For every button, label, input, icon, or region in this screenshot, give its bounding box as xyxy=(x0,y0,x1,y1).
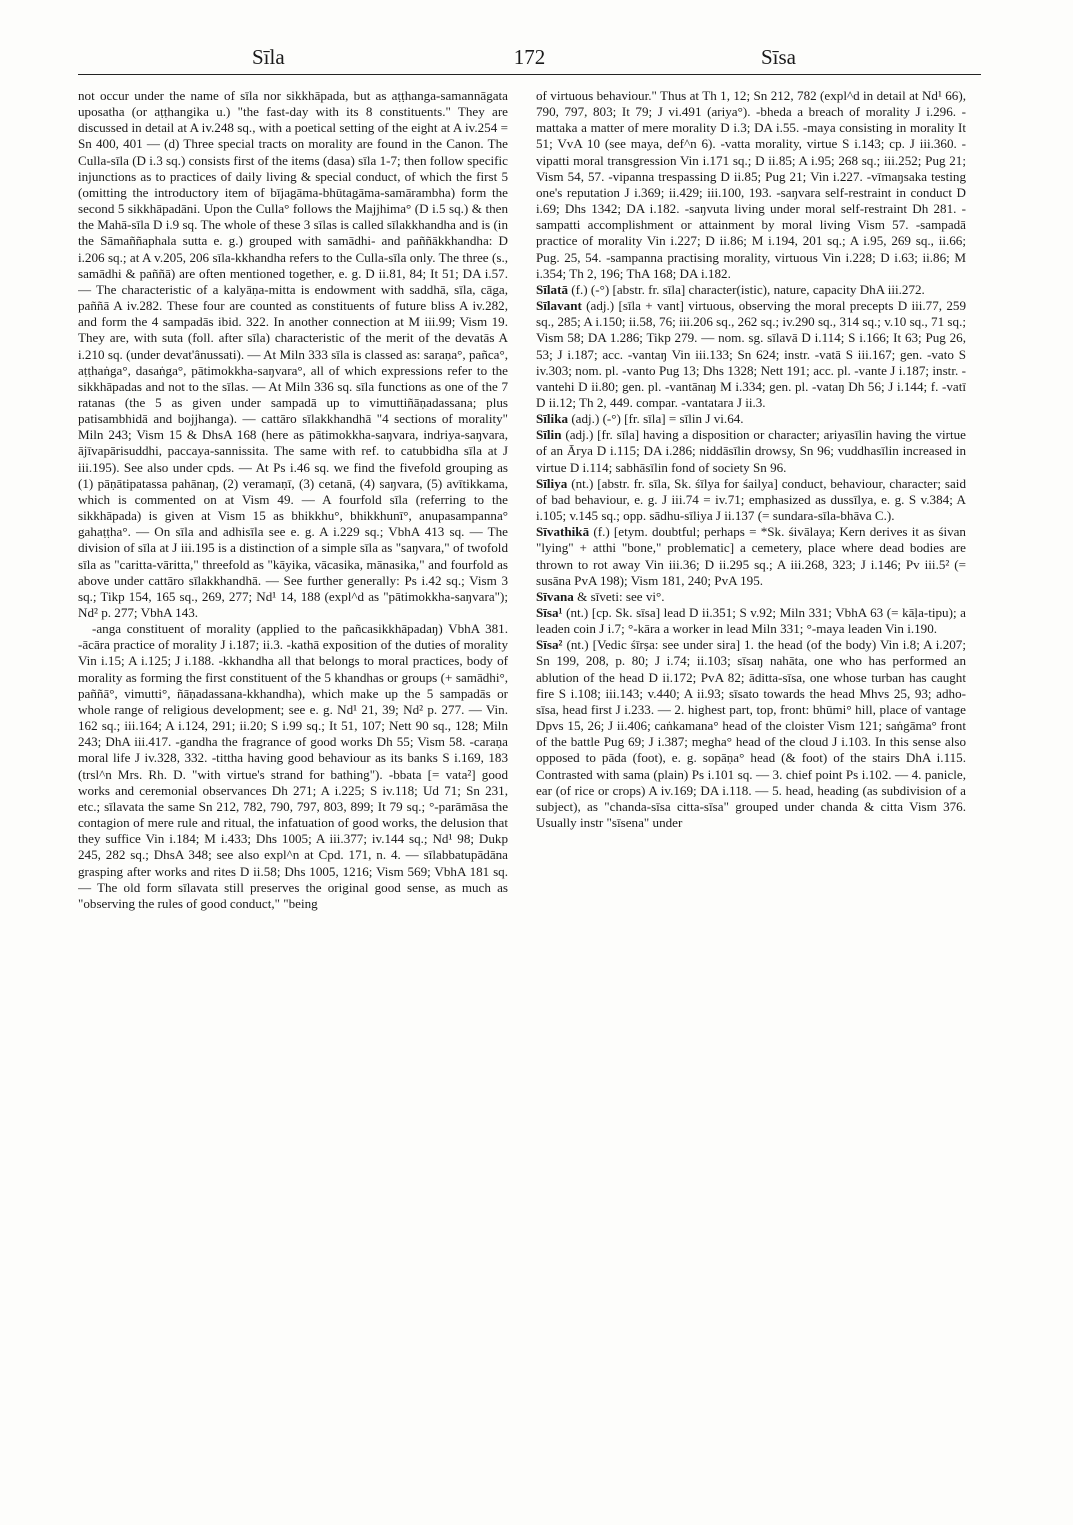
entry-silata xyxy=(536,282,966,298)
entry-sisa-1 xyxy=(536,605,966,637)
left-column xyxy=(78,88,508,1508)
entry-silavant xyxy=(536,298,966,411)
entry-siliya xyxy=(536,476,966,524)
entry-sivana xyxy=(536,589,966,605)
entry-text: (nt.) [Vedic śīrṣa: see under sira] 1. the head (of the body) Vin i.8; A i.207; Sn 199, 208, p. 80; J i.74; ii.103; sīsaŋ nahāta, one who has performed an ablution of the head D ii.172; PvA 82; āditta-sīsa, one whose turban has caught fire S i.108; iii.143; v.440; A ii.93; sīsato towards the head Mhvs 25, 93; adho-sīsa, head first J i.233. — 2. highest part, top, front: bhūmi° hill, place of vantage Dpvs 15, 26; J ii.406; caṅkamana° head of the cloister Vism 121; saṅgāma° front of the battle Pug 69; J i.387; megha° head of the cloud J i.103. In this sense also opposed to pāda (foot), e. g. sopāṇa° head (& foot) of the stairs DhA i.115. Contrasted with sama (plain) Ps i.101 sq. — 3. chief point Ps i.102. — 4. panicle, ear (of rice or crops) A iv.169; DA i.118. — 5. head, heading (as subdivision of a subject), as "chanda-sīsa citta-sīsa" grouped under chanda & citta Vism 376. Usually instr "sīsena" under xyxy=(536,637,966,831)
headword: Sīsa¹ xyxy=(536,605,563,620)
entry-text: (f.) [etym. doubtful; perhaps = *Sk. śivālaya; Kern derives it as śivan "lying" + atthi "bone," problematic] a cemetery, place where dead bodies are thrown to rot away Vin iii.36; D ii.295 sq.; A iii.268, 323; J i.146; Pv iii.5² (= susāna PvA 198); Vism 181, 240; PvA 195. xyxy=(536,524,966,588)
running-header xyxy=(78,44,981,75)
headword: Sīvathikā xyxy=(536,524,590,540)
entry-text: (adj.) [fr. sīla] having a disposition or character; ariyasīlin having the virtue of an Ārya D i.115; DA i.286; niddāsīlin drowsy, Sn 96; vuddhasīlin increased in virtue D i.114; sabhāsīlin fond of society Sn 96. xyxy=(536,427,966,475)
headword: Sīsa² xyxy=(536,637,563,653)
headword: Sīlika xyxy=(536,411,569,427)
entry-text: (nt.) [abstr. fr. sīla, Sk. śīlya for śailya] conduct, behaviour, character; said of bad behaviour, e. g. J iii.74 = iv.71; emphasized as dussīlya, e. g. S v.384; A i.105; v.145 sq.; opp. sādhu-sīliya J ii.137 (= sundara-sīla-bhāva C.). xyxy=(536,475,966,524)
entry-text: (adj.) (-°) [fr. sīla] = sīlin J vi.64. xyxy=(571,411,744,427)
continued-entry-text: not occur under the name of sīla nor sikkhāpada, but as aṭṭhanga-samannāgata uposatha (or aṭṭhangika u.) "the fast-day with its 8 constituents." They are discussed in detail at A iv.248 sq., with a poetical setting of the eight at A iv.254 = Sn 400, 401 — (d) Three special tracts on morality are found in the Canon. The Culla-sīla (D i.3 sq.) consists first of the items (dasa) sīla 1-7; then follow specific injunctions as to practices of daily living & special conduct, of which the first 5 (omitting the introductory item of bījagāma-bhūtagāma-samārambha) form the second 5 sikkhāpadāni. Upon the Culla° follows the Majjhima° (D i.5 sq.) & then the Mahā-sīla D i.9 sq. The whole of these 3 sīlas is called sīlakkhandha and is (in the Sāmaññaphala sutta e. g.) grouped with samādhi- and paññākkhandha: D i.206 sq.; at A v.205, 206 sīla-kkhandha refers to the Culla-sīla only. The three (s., samādhi & paññā) are often mentioned together, e. g. D ii.81, 84; It 51; DA i.57. — The characteristic of a kalyāṇa-mitta is endowment with saddhā, sīla, cāga, paññā A iv.282. These four are counted as constituents of future bliss A iv.282, and form the 4 sampadās ibid. 322. In another connection at M iii.99; Vism 19. They are, with suta (foll. after sīla) characteristic of the merit of the devatās A i.210 sq. (under devat'ânussati). — At Miln 333 sīla is classed as: saraṇa°, pañca°, aṭṭhaṅga°, dasaṅga°, pātimokkha-saŋvara°, all of which expressions refer to the sikkhāpadas and not to the sīlas. — At Miln 336 sq. sīla functions as one of the 7 ratanas (the 5 as given under sampadā up to vimuttiñāṇadassana; plus patisambhidā and bojjhanga). — cattāro sīlakkhandhā "4 sections of morality" Miln 243; Vism 15 & DhsA 168 (here as pātimokkha-saŋvara, indriya-saŋvara, ājīvapārisuddhi, paccaya-sannissita. The same with ref. to catubbidha sīla at J iii.195). See also under cpds. — At Ps i.46 sq. we find the fivefold grouping as (1) pāṇātipatassa pahānaŋ, (2) veramaṇī, (3) cetanā, (4) saŋvara, (5) avītikkama, which is commented on at Vism 49. — A fourfold sīla (referring to the sikkhāpada) is given at Vism 15 as bhikkhu°, bhikkhunī°, anupasampanna° gahaṭṭha°. — On sīla and adhisīla see e. g. A i.229 sq.; VbhA 413 sq. — The division of sīla at J iii.195 is a distinction of a simple sīla as "saŋvara," of twofold sīla as "caritta-vāritta," threefold as "kāyika, vācasika, mānasika," and fourfold as above under cattāro sīlakkhandhā. — See further generally: Ps i.42 sq.; Vism 3 sq.; Tikp 154, 165 sq., 269, 277; Nd¹ 14, 188 (expl^d as "pātimokkha-saŋvara"); Nd² p. 277; VbhA 143. xyxy=(78,88,508,620)
continued-compounds-text: of virtuous behaviour." Thus at Th 1, 12; Sn 212, 782 (expl^d in detail at Nd¹ 66), 790, 797, 803; It 79; J vi.491 (ariya°). -bheda a breach of morality J i.296. -mattaka a matter of mere morality D i.3; DA i.55. -maya consisting in morality It 51; VvA 10 (see maya, def^n 6). -vatta morality, virtue S i.143; cp. J iii.360. -vipatti moral transgression Vin i.171 sq.; D ii.85; A i.95; 268 sq.; iii.252; Pug 21; Vism 54, 57. -vipanna trespassing D ii.85; Pug 21; Vin i.227. -vīmaŋsaka testing one's reputation J i.369; ii.429; iii.100, 193. -saŋvara self-restraint in conduct D i.69; Dhs 1342; DA i.182. -saŋvuta living under moral self-restraint Dh 281. -sampatti accomplishment or attainment by moral living Vism 57. -sampadā practice of morality Vin i.227; D ii.86; M i.194, 201 sq.; A i.95, 269 sq., ii.66; Pug. 25, 54. -sampanna practising morality, virtuous Vin i.228; D i.63; ii.86; M i.354; Th 2, 196; ThA 168; DA i.182. xyxy=(536,88,966,281)
entry-text: (f.) (-°) [abstr. fr. sīla] character(istic), nature, capacity DhA iii.272. xyxy=(571,281,925,297)
entry-silika xyxy=(536,411,966,427)
entry-text: (nt.) [cp. Sk. sīsa] lead D ii.351; S v.92; Miln 331; VbhA 63 (= kāḷa-tipu); a leaden coin J i.7; °-kāra a worker in lead Miln 331; °-maya leaden Vin i.190. xyxy=(536,605,966,637)
entry-sisa-2 xyxy=(536,637,966,831)
page-number: 172 xyxy=(513,45,546,69)
header-first-word: Sīla xyxy=(252,45,285,69)
right-column xyxy=(536,88,966,1508)
compounds-paragraph: -anga constituent of morality (applied to the pañcasikkhāpadaŋ) VbhA 381. -ācāra practice of morality J i.187; ii.3. -kathā exposition of the duties of morality Vin i.15; A i.125; J i.188. -kkhandha all that belongs to moral practices, body of morality as forming the first constituent of the 5 khandhas or groups (+ samādhi°, paññā°, vimutti°, ñāṇadassana-kkhandha), which make up the 5 sampadās or whole range of religious development; see e. g. Nd¹ 21, 39; Nd² p. 277. — Vin. 162 sq.; iii.164; A i.124, 291; ii.20; S i.99 sq.; It 51, 107; Nett 90 sq., 128; Miln 243; DhA iii.417. -gandha the fragrance of good works Dh 55; Vism 58. -caraṇa moral life J iv.328, 332. -tittha having good behaviour as its banks S i.169, 183 (trsl^n Mrs. Rh. D. "with virtue's strand for bathing"). -bbata [= vata²] good works and ceremonial observances Dh 271; A i.225; S iv.118; Ud 71; Sn 231, etc.; sīlavata the same Sn 212, 782, 790, 797, 803, 899; It 79 sq.; °-parāmāsa the contagion of mere rule and ritual, the infatuation of good works, the delusion that they suffice Vin i.184; M i.433; Dhs 1005; A iii.377; iv.144 sq.; Nd¹ 98; Dukp 245, 282 sq.; DhsA 348; see also expl^n at Cpd. 171, n. 4. — sīlabbatupādāna grasping after works and rites D ii.58; Dhs 1005, 1216; Vism 569; VbhA 181 sq. — The old form sīlavata still preserves the original good sense, as much as "observing the rules of good conduct," "being xyxy=(78,621,508,911)
entry-text: & sīveti: see vi°. xyxy=(577,588,665,604)
header-last-word: Sīsa xyxy=(760,45,796,69)
headword: Sīliya xyxy=(536,475,568,491)
entry-text: (adj.) [sīla + vant] virtuous, observing the moral precepts D iii.77, 259 sq., 285; A i.150; ii.58, 76; iii.206 sq., 262 sq.; iv.290 sq., 314 sq.; v.10 sq., 71 sq.; Vism 58; DA 1.286; Tikp 279. — nom. sg. sīlavā D i.114; S i.166; It 63; Pug 26, 53; J i.187; acc. -vantaŋ Vin iii.133; Sn 624; instr. -vatā S iii.167; gen. -vato S iv.303; nom. pl. -vanto Pug 13; Dhs 1328; Nett 191; acc. pl. -vante J i.187; instr. -vantehi D ii.80; gen. pl. -vantānaŋ M i.334; gen. pl. -vataŋ Dh 56; J i.144; f. -vatī D ii.12; Th 2, 449. compar. -vantatara J ii.3. xyxy=(536,298,966,410)
headword: Sīlin xyxy=(536,427,562,443)
headword: Sīlatā xyxy=(536,281,569,297)
entry-sivathika xyxy=(536,524,966,589)
entry-silin xyxy=(536,427,966,475)
headword: Sīvana xyxy=(536,588,574,604)
headword: Sīlavant xyxy=(536,298,582,314)
